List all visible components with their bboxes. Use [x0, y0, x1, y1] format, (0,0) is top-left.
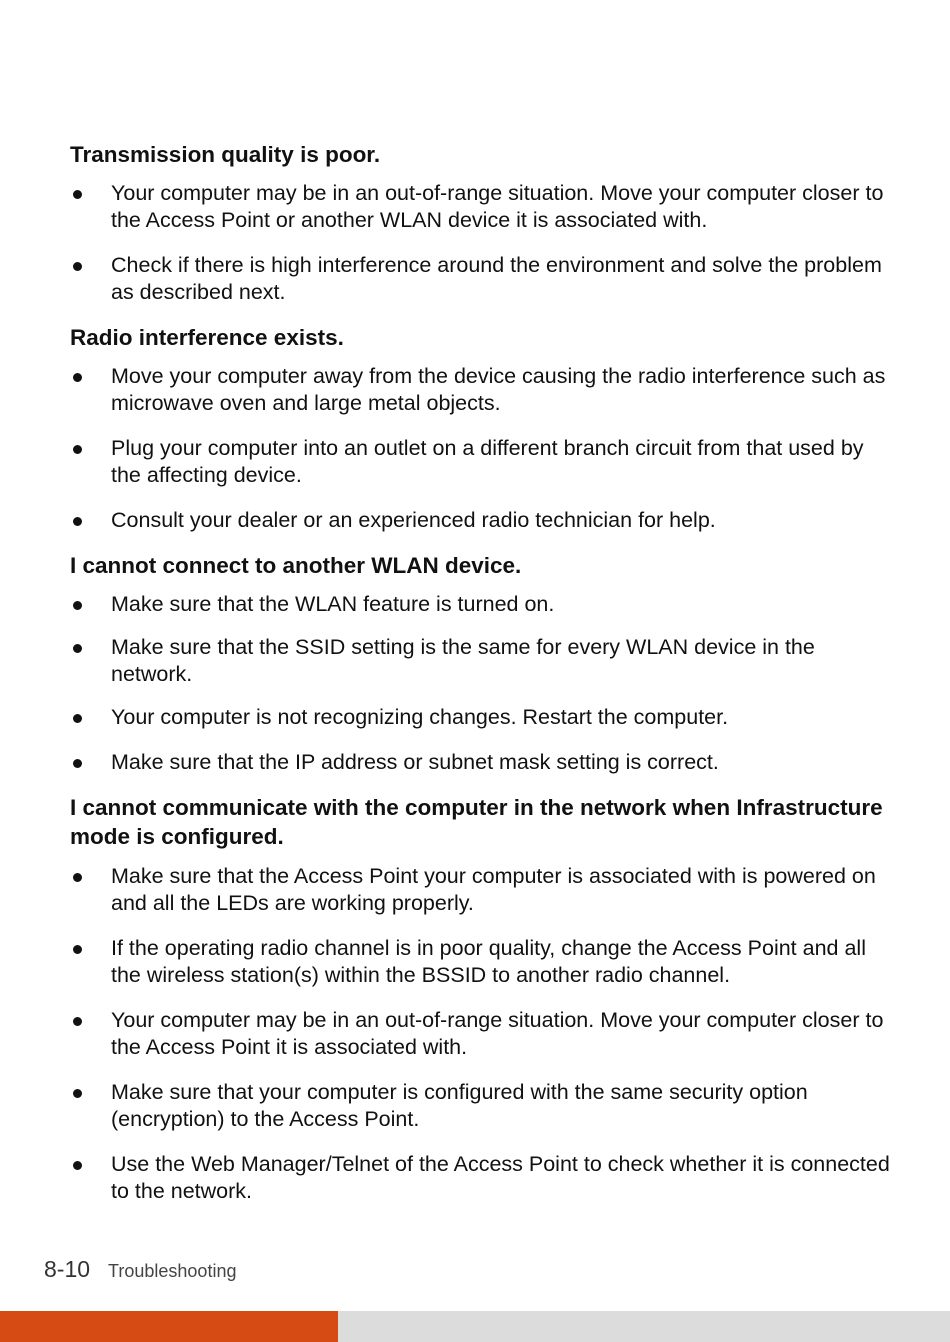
bullet-icon	[73, 1017, 82, 1026]
bullet-icon	[73, 644, 82, 653]
list-item	[70, 935, 890, 989]
list-item	[70, 507, 890, 534]
bullet-list	[70, 363, 890, 534]
list-item-text: Your computer may be in an out-of-range situation. Move your computer closer to the Access Point or another WLAN device it is associated with.	[111, 181, 884, 232]
page-number: 8-10	[44, 1256, 91, 1282]
section-heading: Transmission quality is poor.	[70, 142, 381, 167]
list-item	[70, 1151, 890, 1205]
chapter-name: Troubleshooting	[108, 1261, 237, 1281]
list-item	[70, 1007, 890, 1061]
list-item-text: Make sure that the WLAN feature is turned on.	[111, 592, 555, 616]
list-item-text: Make sure that the SSID setting is the same for every WLAN device in the network.	[111, 635, 815, 686]
list-item-text: Consult your dealer or an experienced radio technician for help.	[111, 508, 716, 532]
list-item-text: If the operating radio channel is in poor quality, change the Access Point and all the wireless station(s) within the BSSID to another radio channel.	[111, 936, 866, 987]
bullet-icon	[73, 190, 82, 199]
bullet-icon	[73, 759, 82, 768]
list-item	[70, 749, 890, 776]
bullet-icon	[73, 445, 82, 454]
bullet-icon	[73, 1089, 82, 1098]
list-item-text: Make sure that the Access Point your computer is associated with is powered on and all the LEDs are working properly.	[111, 864, 876, 915]
list-item-text: Your computer may be in an out-of-range situation. Move your computer closer to the Access Point it is associated with.	[111, 1008, 884, 1059]
bullet-icon	[73, 373, 82, 382]
list-item-text: Make sure that the IP address or subnet mask setting is correct.	[111, 750, 719, 774]
list-item	[70, 634, 890, 688]
list-item	[70, 180, 890, 234]
list-item-text: Check if there is high interference around the environment and solve the problem as described next.	[111, 253, 882, 304]
list-item	[70, 704, 890, 731]
list-item	[70, 252, 890, 306]
list-item	[70, 363, 890, 417]
list-item	[70, 591, 890, 618]
bullet-icon	[73, 262, 82, 271]
bottom-bar-accent	[0, 1311, 338, 1342]
bullet-icon	[73, 601, 82, 610]
section-heading: I cannot communicate with the computer in the network when Infrastructure mode is configured.	[70, 795, 883, 849]
section-heading: Radio interference exists.	[70, 325, 344, 350]
list-item-text: Move your computer away from the device causing the radio interference such as microwave oven and large metal objects.	[111, 364, 886, 415]
page-footer	[44, 1256, 236, 1283]
section-heading: I cannot connect to another WLAN device.	[70, 553, 522, 578]
bullet-icon	[73, 873, 82, 882]
bullet-list	[70, 863, 890, 1205]
bullet-icon	[73, 1161, 82, 1170]
bullet-icon	[73, 517, 82, 526]
bullet-list	[70, 180, 890, 306]
list-item-text: Your computer is not recognizing changes. Restart the computer.	[111, 705, 729, 729]
list-item-text: Make sure that your computer is configured with the same security option (encryption) to the Access Point.	[111, 1080, 808, 1131]
bullet-icon	[73, 714, 82, 723]
list-item-text: Use the Web Manager/Telnet of the Access Point to check whether it is connected to the network.	[111, 1152, 890, 1203]
list-item	[70, 863, 890, 917]
document-body	[70, 140, 890, 1205]
list-item	[70, 435, 890, 489]
bullet-list	[70, 591, 890, 776]
bullet-icon	[73, 945, 82, 954]
list-item	[70, 1079, 890, 1133]
bottom-bar	[0, 1311, 950, 1342]
list-item-text: Plug your computer into an outlet on a different branch circuit from that used by the affecting device.	[111, 436, 864, 487]
